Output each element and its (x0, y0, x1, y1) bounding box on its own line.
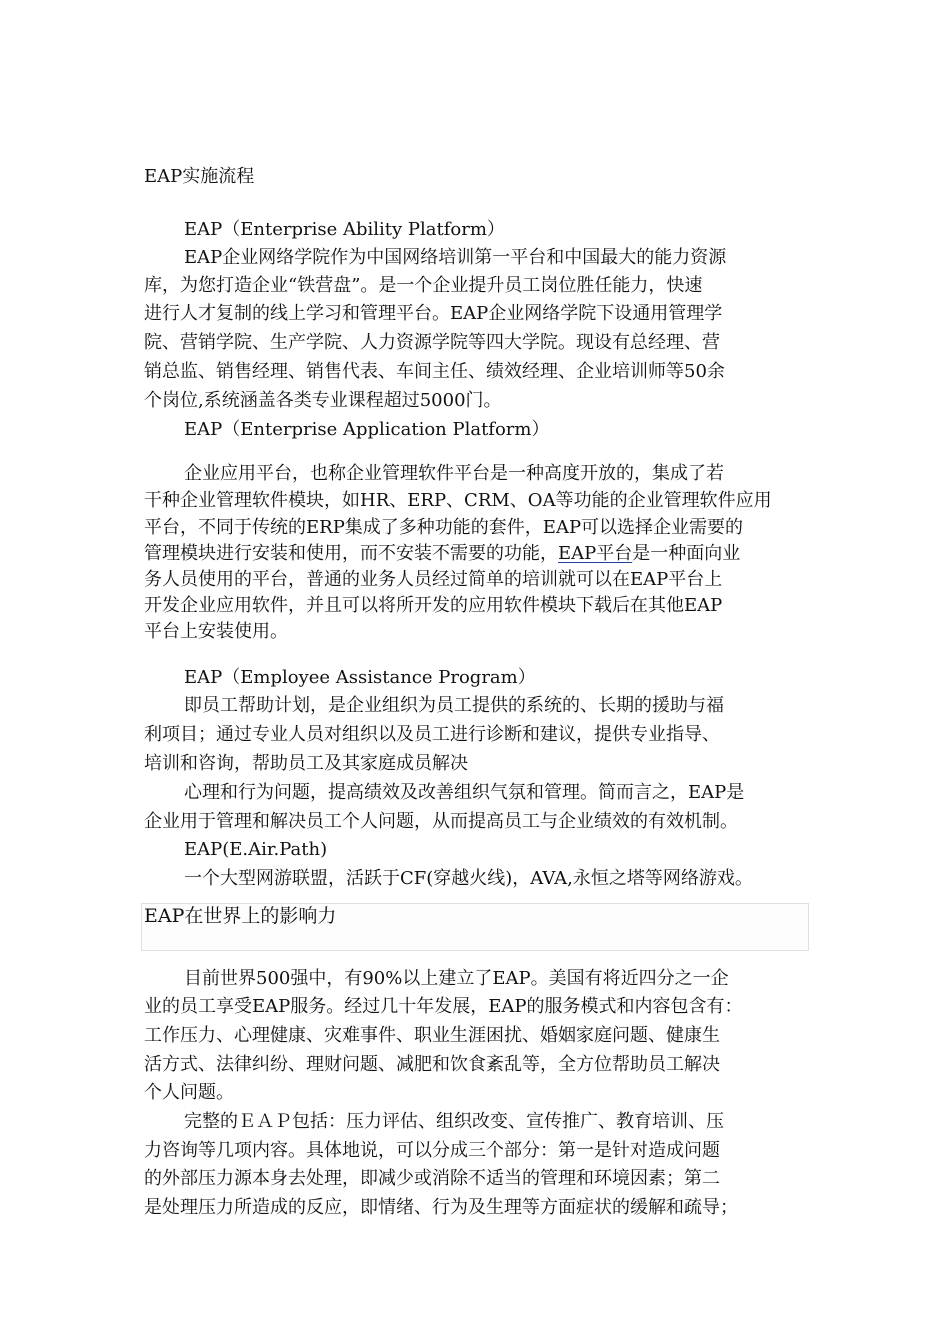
section-heading-application-platform: EAP（Enterprise Application Platform） (184, 419, 550, 440)
paragraph-line: 是处理压力所造成的反应，即情绪、行为及生理等方面症状的缓解和疏导； (144, 1197, 738, 1218)
paragraph-line: 培训和咨询，帮助员工及其家庭成员解决 (144, 753, 468, 774)
paragraph-line: 开发企业应用软件，并且可以将所开发的应用软件模块下载后在其他EAP (144, 595, 723, 616)
section-heading-ability-platform: EAP（Enterprise Ability Platform） (184, 219, 505, 240)
paragraph-text: 管理模块进行安装和使用，而不安装不需要的功能， (144, 543, 558, 564)
paragraph-line: 院、营销学院、生产学院、人力资源学院等四大学院。现设有总经理、营 (144, 332, 720, 353)
paragraph-line-with-link (144, 540, 740, 568)
paragraph-line: 的外部压力源本身去处理，即减少或消除不适当的管理和环境因素；第二 (144, 1168, 720, 1189)
document-title: EAP实施流程 (144, 166, 255, 187)
paragraph-line: 进行人才复制的线上学习和管理平台。EAP企业网络学院下设通用管理学 (144, 303, 723, 324)
paragraph-line: 库，为您打造企业“铁营盘”。是一个企业提升员工岗位胜任能力，快速 (144, 275, 703, 296)
paragraph-line: 企业应用平台，也称企业管理软件平台是一种高度开放的，集成了若 (184, 463, 724, 484)
paragraph-line: 完整的ＥＡＰ包括：压力评估、组织改变、宣传推广、教育培训、压 (184, 1111, 724, 1132)
paragraph-line: 目前世界500强中，有90%以上建立了EAP。美国有将近四分之一企 (184, 968, 729, 989)
section-heading-employee-assistance: EAP（Employee Assistance Program） (184, 667, 536, 688)
section-heading-world-influence: EAP在世界上的影响力 (144, 905, 337, 927)
paragraph-line: 务人员使用的平台，普通的业务人员经过简单的培训就可以在EAP平台上 (144, 569, 723, 590)
eap-platform-link[interactable]: EAP平台 (558, 543, 633, 564)
paragraph-line: 工作压力、心理健康、灾难事件、职业生涯困扰、婚姻家庭问题、健康生 (144, 1025, 720, 1046)
paragraph-line: 平台，不同于传统的ERP集成了多种功能的套件，EAP可以选择企业需要的 (144, 517, 744, 538)
paragraph-line: 业的员工享受EAP服务。经过几十年发展，EAP的服务模式和内容包含有： (144, 996, 743, 1017)
paragraph-line: 心理和行为问题，提高绩效及改善组织气氛和管理。简而言之，EAP是 (184, 782, 745, 803)
paragraph-line: 干种企业管理软件模块，如HR、ERP、CRM、OA等功能的企业管理软件应用 (144, 490, 772, 511)
paragraph-line: 个岗位,系统涵盖各类专业课程超过5000门。 (144, 390, 502, 411)
paragraph-line: 力咨询等几项内容。具体地说，可以分成三个部分：第一是针对造成问题 (144, 1140, 720, 1161)
paragraph-line: 活方式、法律纠纷、理财问题、减肥和饮食紊乱等，全方位帮助员工解决 (144, 1054, 720, 1075)
paragraph-text: 是一种面向业 (632, 543, 741, 564)
paragraph-line: 销总监、销售经理、销售代表、车间主任、绩效经理、企业培训师等50余 (144, 361, 725, 382)
paragraph-line: 利项目；通过专业人员对组织以及员工进行诊断和建议，提供专业指导、 (144, 724, 720, 745)
paragraph-line: 一个大型网游联盟，活跃于CF(穿越火线)，AVA,永恒之塔等网络游戏。 (184, 868, 753, 889)
paragraph-line: EAP企业网络学院作为中国网络培训第一平台和中国最大的能力资源 (184, 247, 727, 268)
paragraph-line: 企业用于管理和解决员工个人问题，从而提高员工与企业绩效的有效机制。 (144, 811, 738, 832)
paragraph-line: 即员工帮助计划，是企业组织为员工提供的系统的、长期的援助与福 (184, 695, 724, 716)
section-heading-box (141, 903, 809, 951)
paragraph-line: 平台上安装使用。 (144, 621, 288, 642)
section-heading-air-path: EAP(E.Air.Path) (184, 839, 328, 860)
paragraph-line: 个人问题。 (144, 1082, 234, 1103)
